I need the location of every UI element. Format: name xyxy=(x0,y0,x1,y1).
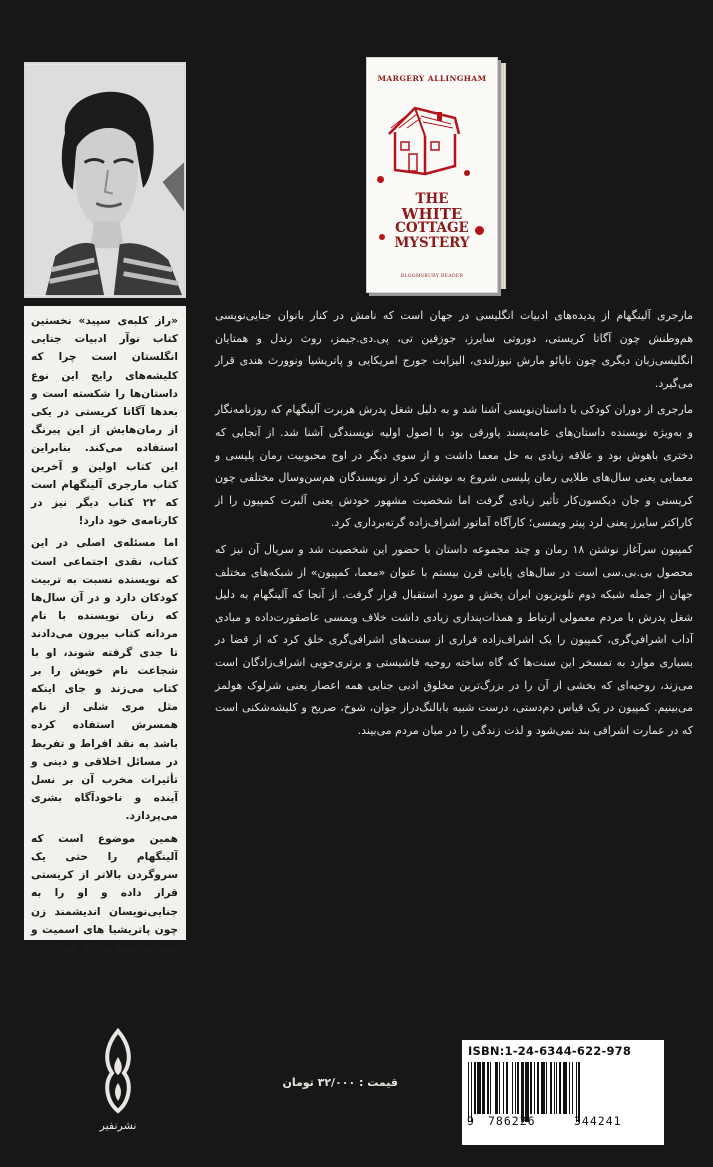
book-title-line: WHITE xyxy=(401,204,463,223)
book-front-cover xyxy=(366,57,498,293)
author-portrait-image xyxy=(26,64,184,296)
blood-drop-icon xyxy=(377,176,384,183)
main-paragraph: مارجری از دوران کودکی با داستان‌نویسی آشنا شد و به دلیل شغل پدرش هربرت آلینگهام که روزنامه‌نگار و به‌ویژه نویسنده داستان‌های عامه‌پسند پاورقی بود با اصول اولیه نویسندگی آشنا شد. از آنجایی که دختری باهوش بود و علاقه زیادی به حل معما داشت و از سوی دیگر در اوج محبوبیت رمان پلیسی و معمایی یعنی سال‌های طلایی رمان پلیسی شروع به نوشتن کرد از نویسندگان هم‌سن‌وسال مختلفی چون کریستی و جان دیکسون‌کار تأثیر زیادی گرفت اما شخصیت مشهور خودش یعنی آلبرت کمپیون را از کاراکتر سایرز یعنی لرد پیتر ویمسی؛ کارآگاه آماتور اشراف‌زاده گرته‌برداری کرد. xyxy=(215,403,693,530)
sidebar-paragraph: همین موضوع است که آلینگهام را حتی یک سروگردن بالاتر از کریستی قرار داده و او را به جنایی‌نویسان اندیشمند زن چون پاتریشیا های اسمیت و پی.دی.جیمز نزدیک می‌کند. xyxy=(31,832,178,954)
book-publisher: BLOOMSBURY READER xyxy=(400,274,464,279)
publisher-logo-icon xyxy=(98,1027,138,1115)
price-label: قیمت : ۳۲/۰۰۰ تومان xyxy=(282,1076,398,1089)
barcode-digits xyxy=(467,1114,658,1136)
main-paragraph: مارجری آلینگهام از پدیده‌های ادبیات انگلیسی در جهان است که نامش در کنار بانوان جنایی‌نویسی هم‌وطنش چون آگاتا کریستی، دوروتی سایرز، جوزفین تی، پی.دی.جیمز، روث رندل و همتایان انگلیسی‌زبان دیگری چون نایائو مارش نیوزلندی، الیزابت جورج امریکایی و پاتریشیا ونوورث هندی قرار می‌گیرد. xyxy=(215,309,693,390)
book-title-line: THE xyxy=(415,191,449,207)
isbn-label: ISBN:1-24-6344-622-978 xyxy=(468,1044,632,1058)
barcode-digit-first: 9 xyxy=(467,1114,474,1128)
barcode-bars xyxy=(468,1062,658,1122)
publisher-logo xyxy=(91,1027,145,1147)
publisher-name: نشرنفیر xyxy=(99,1119,137,1132)
barcode-digits-left: 786226 xyxy=(488,1114,536,1128)
main-paragraph: کمپیون سرآغاز نوشتن ۱۸ رمان و چند مجموعه داستان با حضور این شخصیت شد و سریال آن نیز که محصول بی.بی.سی است در سال‌های پایانی قرن بیستم با عنوان «معما، کمپیون» از شبکه‌های مختلف جهان از جمله شبکه دوم تلویزیون ایران پخش و مورد استقبال قرار گرفت. از آنجا که آلینگهام به دلیل شغل پدرش با مردم معمولی ارتباط و همذات‌پنداری زیادی داشت خلاف ویمسی عاصقورت‌داده و مبادی آداب اشرافی‌گری، کمپیون را یک اشراف‌زاده فراری از سنت‌های اشرافی‌گری خلق کرد که از قضا در بسیاری موارد به تمسخر این سنت‌ها که گاه ساخته روحیه فاشیستی و برتری‌جویی اشراف‌زادگان است می‌زند، روحیه‌ای که بخشی از آن را در بزرگ‌ترین مخلوق ادبی جنایی همه اعصار یعنی شرلوک هولمز می‌بینیم. کمپیون در یک قیاس دم‌دستی، درست شبیه بابالنگ‌دراز جوان، شوخ، صریح و کلیشه‌شکنی است که در عمارت اشرافی بند نمی‌شود و لذت زندگی را در میان مردم می‌بیند. xyxy=(215,542,693,737)
book-thumbnail xyxy=(366,57,506,293)
book-author: MARGERY ALLINGHAM xyxy=(377,74,487,83)
book-title-line: MYSTERY xyxy=(394,234,470,251)
barcode-bar xyxy=(578,1062,579,1122)
sidebar-blurb xyxy=(24,306,186,954)
main-text xyxy=(215,305,693,746)
book-page-edges xyxy=(498,63,506,289)
book-title-line: COTTAGE xyxy=(395,220,469,236)
barcode-digits-right: 344241 xyxy=(574,1114,622,1128)
isbn-barcode xyxy=(462,1040,664,1145)
blood-drop-icon xyxy=(464,170,470,176)
sidebar-paragraph: «راز کلبه‌ی سپید» نخستین کتاب نوآر ادبیات جنایی انگلستان است چرا که کلیشه‌های رایج این نوع داستان‌ها را شکسته است و بعدها آگاتا کریستی در یکی از رمان‌هایش از این پیرنگ استفاده می‌کند. بنابراین این کتاب اولین و آخرین کتاب مارجری آلینگهام است که ۲۲ کتاب دیگر نیز در کارنامه‌ی خود دارد! xyxy=(31,315,178,528)
cottage-illustration xyxy=(381,94,465,182)
author-photo xyxy=(24,62,186,298)
book-title xyxy=(367,192,497,250)
sidebar-paragraph: اما مسئله‌ی اصلی در این کتاب، نقدی اجتماعی است که نویسنده نسبت به تربیت کودکان دارد و در آن سال‌ها که زنان نویسنده با نام مردانه کتاب بیرون می‌دادند تا جدی گرفته شوند، او با شجاعت نام خویش را بر کتاب می‌زند و جای اینکه مثل مری شلی از نام همسرش استفاده کرده باشد به نقد افراط و تفریط در مسائل اخلاقی و دینی و تأثیرات مخرب آن بر نسل آینده و ناخودآگاه بشری می‌پردازد. xyxy=(31,537,178,823)
